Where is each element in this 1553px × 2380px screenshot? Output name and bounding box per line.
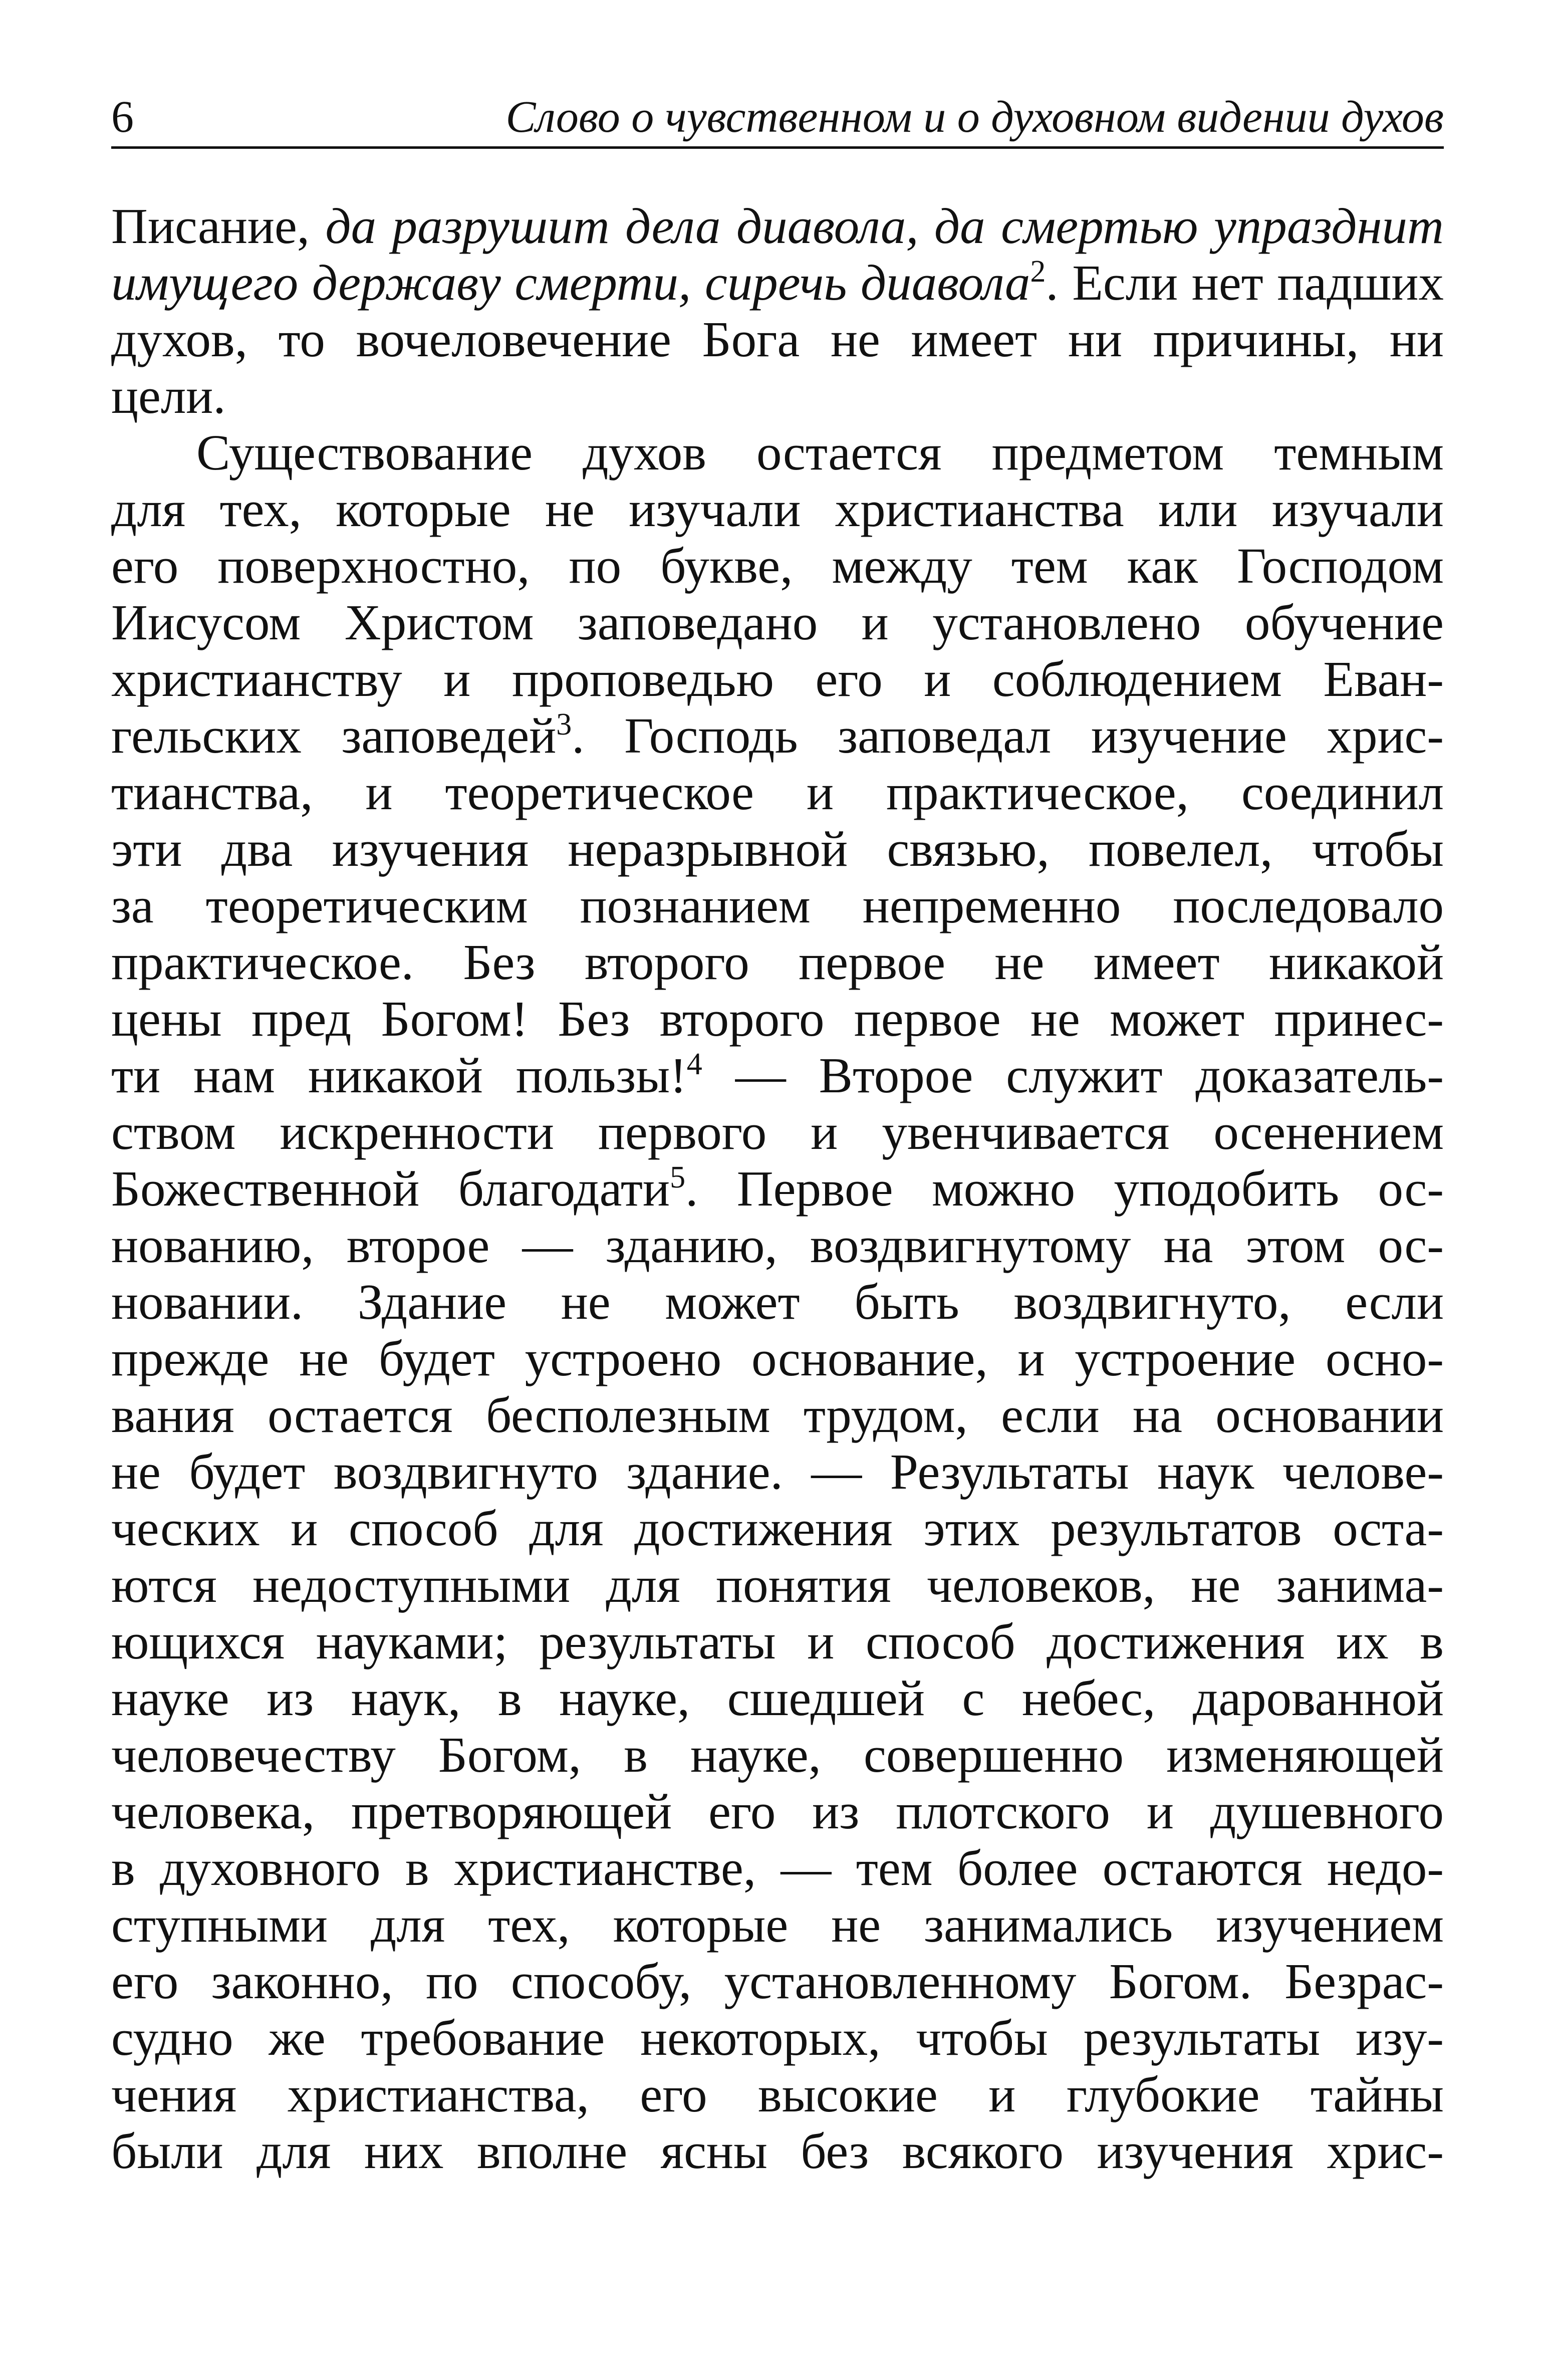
scripture-quote: да разрушит дела диавола, да смертью упразднит [325,198,1444,254]
text-run: . Господь заповедал изучение хрис- [572,707,1444,764]
text-line: человека, претворяющей его из плотского и душевного [111,1783,1444,1839]
text-line: в духовного в христианстве, — тем более остаются недо- [111,1840,1444,1896]
text-line: эти два изучения неразрывной связью, повелел, чтобы [111,821,1444,877]
text-line [111,1047,1444,1104]
text-run: гельских заповедей [111,707,557,764]
text-line: человечеству Богом, в науке, совершенно изменяющей [111,1727,1444,1783]
scripture-quote: имущего державу смерти, сиречь диавола [111,255,1030,311]
text-line [111,255,1444,311]
footnote-marker: 4 [686,1047,702,1081]
text-line: его законно, по способу, установленному Богом. Безрас- [111,1953,1444,2009]
text-line: практическое. Без второго первое не имеет никакой [111,934,1444,990]
text-line: чения христианства, его высокие и глубокие тайны [111,2066,1444,2122]
text-line: цели. [111,368,226,424]
text-line: ющихся науками; результаты и способ достижения их в [111,1613,1444,1670]
text-line: новании. Здание не может быть воздвигнуто, если [111,1274,1444,1330]
text-line: не будет воздвигнуто здание. — Результаты наук челове- [111,1444,1444,1500]
text-line [111,707,1444,764]
text-line: тианства, и теоретическое и практическое, соединил [111,764,1444,820]
text-line: ступными для тех, которые не занимались изучением [111,1896,1444,1953]
text-run: Божественной благодати [111,1160,670,1217]
body-text [111,198,1444,2180]
text-line: были для них вполне ясны без всякого изучения хрис- [111,2123,1444,2179]
text-line: его поверхностно, по букве, между тем как Господом [111,538,1444,594]
footnote-marker: 3 [556,707,572,742]
footnote-marker: 5 [670,1160,686,1195]
text-line: для тех, которые не изучали христианства или изучали [111,481,1444,537]
text-line: нованию, второе — зданию, воздвигнутому на этом ос- [111,1217,1444,1273]
footnote-marker: 2 [1030,255,1046,289]
running-title: Слово о чувственном и о духовном видении духов [505,92,1444,142]
text-line: Иисусом Христом заповедано и установлено обучение [111,594,1444,650]
text-run: . Первое можно уподобить ос- [685,1160,1444,1217]
text-line: за теоретическим познанием непременно последовало [111,877,1444,933]
text-line: ством искренности первого и увенчивается осенением [111,1104,1444,1160]
text-run: ти нам никакой пользы! [111,1047,687,1103]
text-line: христианству и проповедью его и соблюдением Еван- [111,651,1444,707]
text-line [111,198,1444,255]
running-head [111,89,1444,145]
header-rule [111,146,1444,149]
text-line: ются недоступными для понятия человеков, не занима- [111,1557,1444,1613]
text-line [111,1160,1444,1217]
text-line: Существование духов остается предметом темным [196,424,1444,481]
text-line: цены пред Богом! Без второго первое не может принес- [111,991,1444,1047]
page-number: 6 [111,92,134,142]
text-run: Писание, [111,198,326,254]
text-line: духов, то вочеловечение Бога не имеет ни причины, ни [111,311,1444,367]
text-line: прежде не будет устроено основание, и устроение осно- [111,1330,1444,1386]
text-line: науке из наук, в науке, сшедшей с небес, дарованной [111,1670,1444,1726]
text-run: — Второе служит доказатель- [702,1047,1444,1103]
text-line: ческих и способ для достижения этих результатов оста- [111,1500,1444,1556]
text-line: вания остается бесполезным трудом, если на основании [111,1387,1444,1443]
text-run: . Если нет падших [1046,255,1444,311]
text-line: судно же требование некоторых, чтобы результаты изу- [111,2010,1444,2066]
